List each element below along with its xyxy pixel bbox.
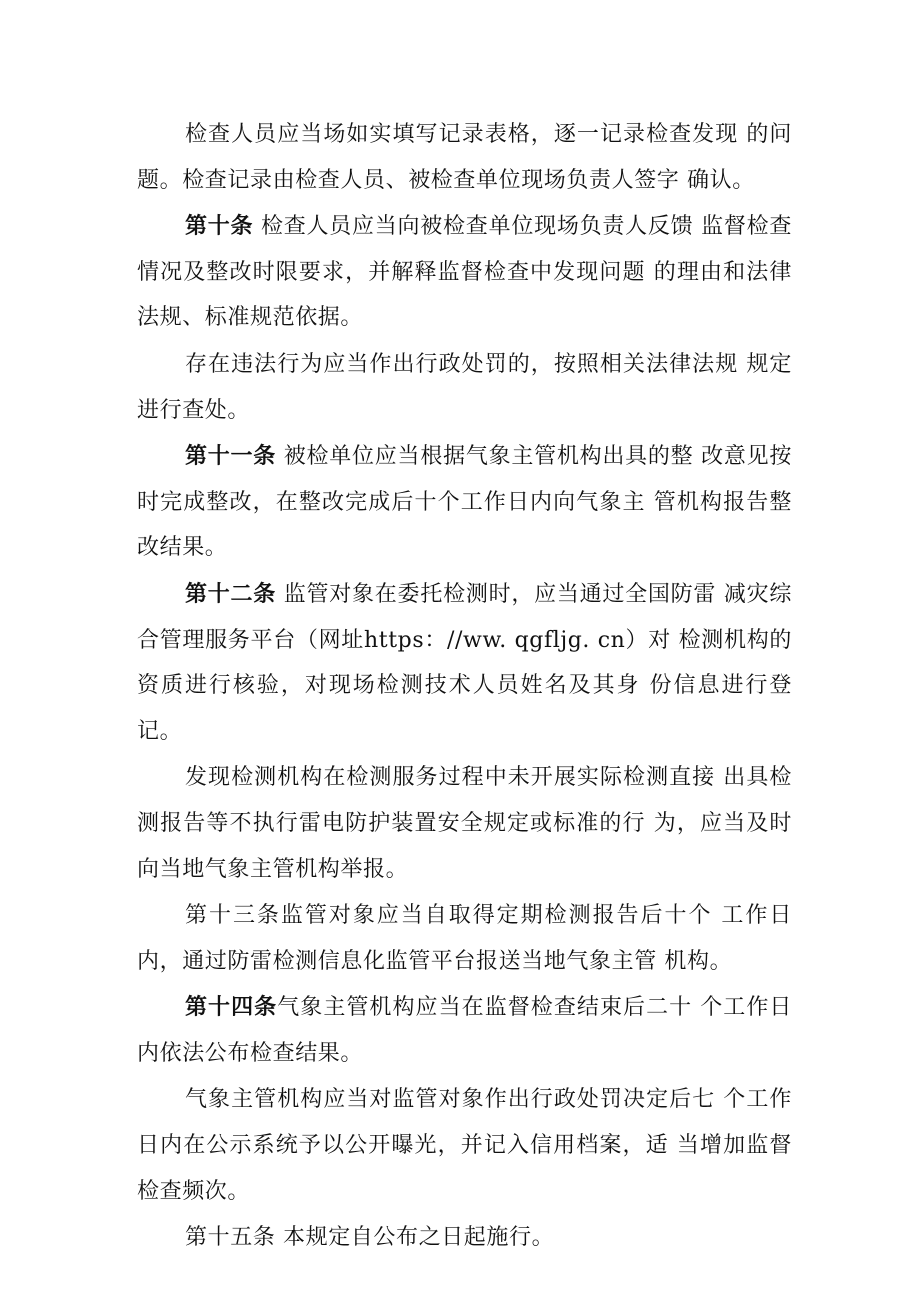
article-label: 第十二条 bbox=[185, 581, 277, 607]
paragraph-text: 第十五条 本规定自公布之日起施行。 bbox=[185, 1225, 555, 1251]
article-label: 第十条 bbox=[185, 214, 254, 240]
paragraph-article-11 bbox=[137, 434, 792, 571]
article-label: 第十四条 bbox=[185, 995, 278, 1021]
paragraph-article-14 bbox=[137, 985, 792, 1076]
paragraph-text: 监管对象在委托检测时，应当通过全国防雷 减灾综合管理服务平台（网址https：//ww. qgfljg. cn）对 检测机构的资质进行核验，对现场检测技术人员姓名及其身 份信息进行登记。 bbox=[137, 581, 792, 744]
paragraph-text: 检查人员应当场如实填写记录表格，逐一记录检查发现 的问题。检查记录由检查人员、被检查单位现场负责人签字 确认。 bbox=[137, 122, 792, 193]
paragraph-text: 发现检测机构在检测服务过程中未开展实际检测直接 出具检测报告等不执行雷电防护装置安全规定或标准的行 为，应当及时向当地气象主管机构举报。 bbox=[137, 765, 792, 882]
paragraph-report-violation bbox=[137, 755, 792, 892]
paragraph-text: 气象主管机构应当在监督检查结束后二十 个工作日内依法公布检查结果。 bbox=[137, 995, 792, 1066]
paragraph-article-13 bbox=[137, 893, 792, 984]
paragraph-text: 第十三条监管对象应当自取得定期检测报告后十个 工作日内，通过防雷检测信息化监管平台报送当地气象主管 机构。 bbox=[137, 903, 792, 974]
paragraph-article-15 bbox=[137, 1215, 792, 1261]
paragraph-text: 检查人员应当向被检查单位现场负责人反馈 监督检查情况及整改时限要求，并解释监督检查中发现问题 的理由和法律法规、标准规范依据。 bbox=[137, 214, 792, 331]
paragraph-article-12 bbox=[137, 572, 792, 754]
paragraph-article-10 bbox=[137, 204, 792, 341]
paragraph-public-disclosure bbox=[137, 1077, 792, 1214]
paragraph-penalty bbox=[137, 342, 792, 433]
document-page bbox=[137, 112, 792, 1262]
paragraph-text: 存在违法行为应当作出行政处罚的，按照相关法律法规 规定进行查处。 bbox=[137, 351, 792, 423]
article-label: 第十一条 bbox=[185, 444, 277, 470]
paragraph-inspection-record bbox=[137, 112, 792, 203]
paragraph-text: 气象主管机构应当对监管对象作出行政处罚决定后七 个工作日内在公示系统予以公开曝光，并记入信用档案，适 当增加监督检查频次。 bbox=[137, 1087, 792, 1204]
paragraph-text: 被检单位应当根据气象主管机构出具的整 改意见按时完成整改，在整改完成后十个工作日内向气象主 管机构报告整改结果。 bbox=[137, 444, 792, 561]
